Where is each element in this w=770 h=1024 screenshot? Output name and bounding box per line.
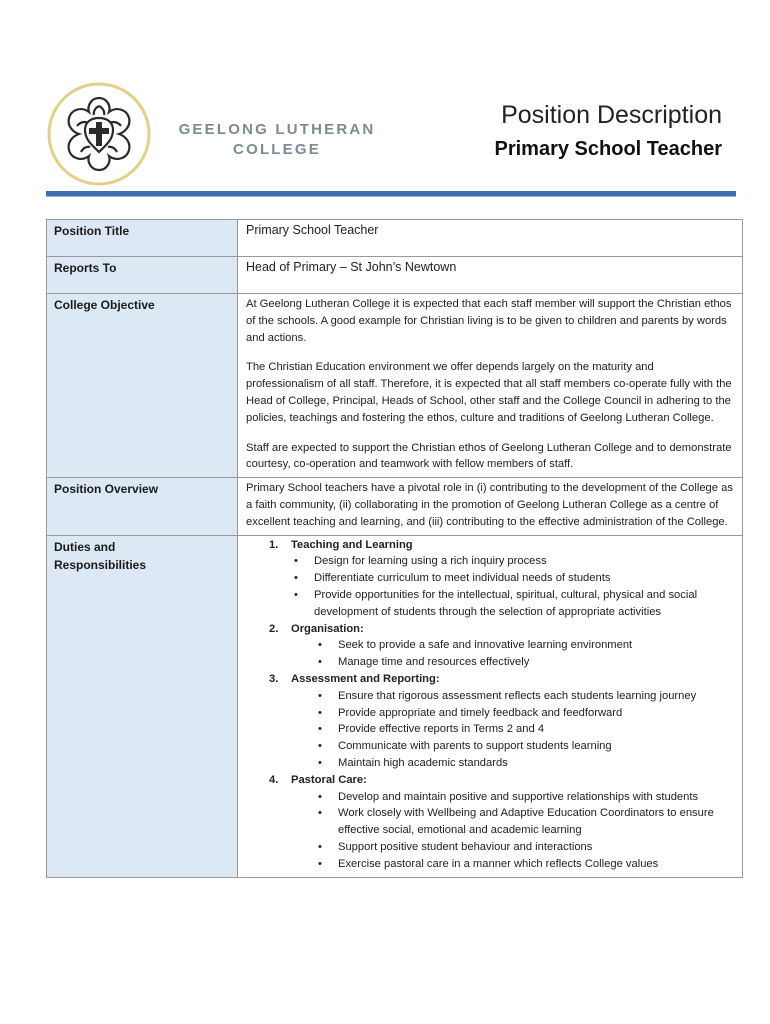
list-item [246, 553, 734, 570]
list-item [246, 705, 734, 722]
document-title: Position Description [501, 101, 722, 129]
list-item-text: Seek to provide a safe and innovative learning environment [338, 639, 633, 652]
college-name-line2: COLLEGE [233, 141, 321, 158]
list-item [246, 738, 734, 755]
list-item [246, 587, 734, 621]
list-item [246, 839, 734, 856]
table-row [47, 294, 743, 478]
list-item [246, 637, 734, 654]
section-title: Assessment and Reporting: [291, 672, 440, 685]
objective-paragraph: The Christian Education environment we offer depends largely on the maturity and professionalism of all staff. Therefore, it is expected that all staff members co-operate fully with the Head of College, Principal, Heads of School, other staff and the College Council in adhering to the policies, teachings and fostering the ethos, culture and traditions of Geelong Lutheran College. [246, 361, 732, 424]
duty-section-heading [246, 537, 734, 554]
section-number: 2. [269, 622, 279, 635]
list-item [246, 789, 734, 806]
duty-section-heading [246, 621, 734, 638]
list-item [246, 755, 734, 772]
section-title: Organisation: [291, 622, 364, 635]
objective-paragraph: Staff are expected to support the Christian ethos of Geelong Lutheran College and to demonstrate courtesy, co-operation and teamwork with fellow members of staff. [246, 441, 732, 471]
bullet-icon: • [318, 639, 322, 652]
table-row [47, 220, 743, 257]
header-divider [46, 191, 736, 197]
college-name [172, 120, 382, 160]
section-title: Pastoral Care: [291, 773, 367, 786]
list-item-text: Develop and maintain positive and supportive relationships with students [338, 790, 699, 803]
duties-label-line1: Duties and [54, 539, 116, 554]
list-item-text: Maintain high academic standards [338, 756, 508, 769]
table-row [47, 257, 743, 294]
list-item-text: Exercise pastoral care in a manner which reflects College values [338, 857, 659, 870]
section-number: 3. [269, 672, 279, 685]
list-item [246, 654, 734, 671]
section-number: 1. [269, 538, 279, 551]
bullet-icon: • [294, 588, 298, 601]
duty-list [246, 688, 734, 772]
list-item-text: Provide opportunities for the intellectual, spiritual, cultural, physical and social development of students through the selection of appropriate activities [314, 588, 698, 618]
list-item-text: Communicate with parents to support students learning [338, 740, 612, 753]
duty-list [246, 553, 734, 620]
reports-to-value: Head of Primary – St John’s Newtown [238, 257, 743, 294]
bullet-icon: • [294, 555, 298, 568]
section-title: Teaching and Learning [291, 538, 413, 551]
bullet-icon: • [318, 723, 322, 736]
luther-rose-seal-icon [47, 82, 151, 186]
position-title-label: Position Title [47, 220, 238, 257]
bullet-icon: • [318, 790, 322, 803]
reports-to-label: Reports To [47, 257, 238, 294]
college-objective-label: College Objective [47, 294, 238, 478]
bullet-icon: • [318, 689, 322, 702]
bullet-icon: • [318, 840, 322, 853]
list-item-text: Differentiate curriculum to meet individual needs of students [314, 572, 611, 585]
objective-paragraph: At Geelong Lutheran College it is expected that each staff member will support the Christian ethos of the schools. A good example for Christian living is to be given to children and parents by words and actions. [246, 298, 732, 344]
list-item [246, 721, 734, 738]
document-subtitle: Primary School Teacher [494, 138, 722, 160]
position-table [46, 219, 743, 878]
bullet-icon: • [318, 857, 322, 870]
page-header [0, 0, 770, 200]
bullet-icon: • [318, 656, 322, 669]
bullet-icon: • [318, 807, 322, 820]
duties-label [47, 535, 238, 877]
list-item-text: Ensure that rigorous assessment reflects each students learning journey [338, 689, 697, 702]
list-item [246, 805, 734, 839]
position-overview-label: Position Overview [47, 478, 238, 535]
position-title-value: Primary School Teacher [238, 220, 743, 257]
list-item [246, 856, 734, 873]
table-row [47, 535, 743, 877]
section-number: 4. [269, 773, 279, 786]
list-item-text: Manage time and resources effectively [338, 656, 530, 669]
duty-section-heading [246, 671, 734, 688]
duties-value [238, 535, 743, 877]
table-row [47, 478, 743, 535]
list-item [246, 688, 734, 705]
list-item [246, 570, 734, 587]
bullet-icon: • [294, 572, 298, 585]
list-item-text: Design for learning using a rich inquiry process [314, 555, 547, 568]
list-item-text: Support positive student behaviour and interactions [338, 840, 593, 853]
duties-label-line2: Responsibilities [54, 557, 147, 572]
duty-list [246, 789, 734, 873]
bullet-icon: • [318, 706, 322, 719]
position-overview-value: Primary School teachers have a pivotal role in (i) contributing to the development of the College as a faith community, (ii) collaborating in the promotion of Geelong Lutheran College as a centre of excellent teaching and learning, and (iii) contributing to the effective administration of the College. [238, 478, 743, 535]
college-objective-value [238, 294, 743, 478]
list-item-text: Provide appropriate and timely feedback and feedforward [338, 706, 623, 719]
list-item-text: Provide effective reports in Terms 2 and 4 [338, 723, 545, 736]
list-item-text: Work closely with Wellbeing and Adaptive Education Coordinators to ensure effective social, emotional and academic learning [338, 807, 714, 837]
bullet-icon: • [318, 740, 322, 753]
duty-list [246, 637, 734, 671]
duty-section-heading [246, 772, 734, 789]
college-name-line1: GEELONG LUTHERAN [178, 121, 376, 138]
bullet-icon: • [318, 756, 322, 769]
